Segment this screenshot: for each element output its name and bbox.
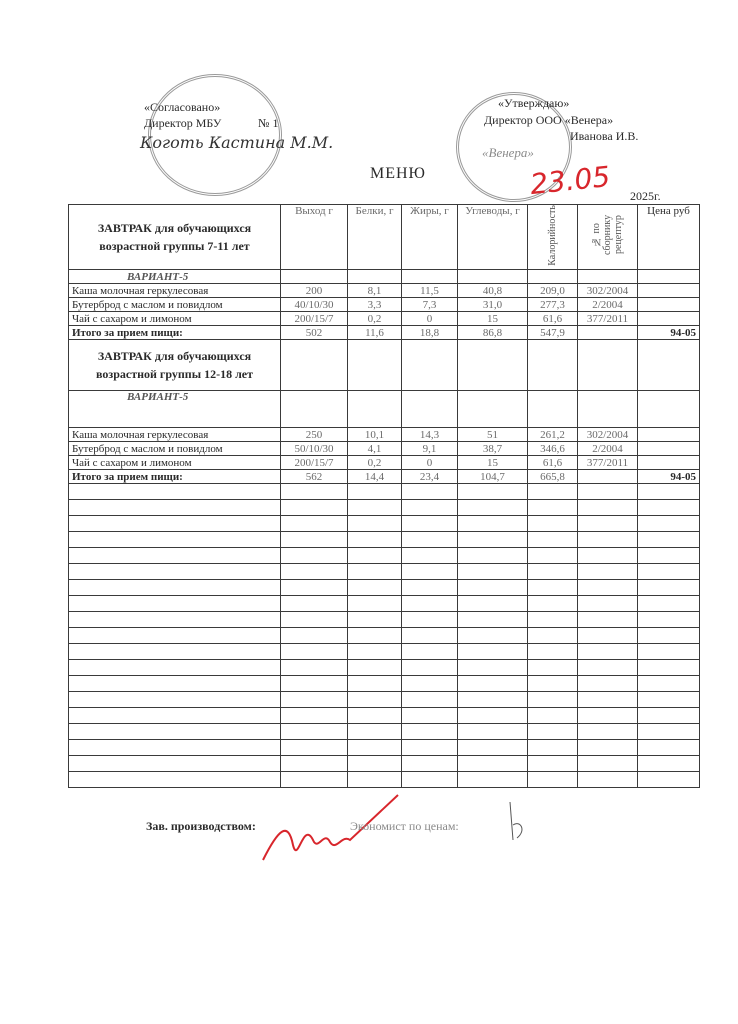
s2-row2-cal: 346,6 bbox=[528, 442, 578, 456]
s2-row2-carbs: 38,7 bbox=[458, 442, 528, 456]
empty-row bbox=[69, 740, 700, 756]
s1-row3-name: Чай с сахаром и лимоном bbox=[69, 312, 281, 326]
s1-row3-fat: 0 bbox=[402, 312, 458, 326]
section2-heading: ЗАВТРАК для обучающихся возрастной группы 12-18 лет bbox=[69, 340, 281, 391]
s1-row1-protein: 8,1 bbox=[348, 284, 402, 298]
empty-row bbox=[69, 548, 700, 564]
s2-row2-name: Бутерброд с маслом и повидлом bbox=[69, 442, 281, 456]
s2-row1-output: 250 bbox=[281, 428, 348, 442]
s2-row1-recipe: 302/2004 bbox=[578, 428, 638, 442]
empty-row bbox=[69, 596, 700, 612]
col-price: Цена руб bbox=[638, 205, 700, 270]
s1-total-cal: 547,9 bbox=[528, 326, 578, 340]
empty-row bbox=[69, 644, 700, 660]
s1-row2-protein: 3,3 bbox=[348, 298, 402, 312]
s1-row3-price bbox=[638, 312, 700, 326]
s2-row1-fat: 14,3 bbox=[402, 428, 458, 442]
s1-row2-price bbox=[638, 298, 700, 312]
empty-row bbox=[69, 772, 700, 788]
empty-row bbox=[69, 484, 700, 500]
s2-total-output: 562 bbox=[281, 470, 348, 484]
empty-row bbox=[69, 580, 700, 596]
s2-row1-protein: 10,1 bbox=[348, 428, 402, 442]
s1-row3-protein: 0,2 bbox=[348, 312, 402, 326]
table-row bbox=[69, 270, 700, 284]
s1-row1-cal: 209,0 bbox=[528, 284, 578, 298]
s2-row1-name: Каша молочная геркулесовая bbox=[69, 428, 281, 442]
s2-row1-carbs: 51 bbox=[458, 428, 528, 442]
table-row bbox=[69, 298, 700, 312]
table-row bbox=[69, 428, 700, 442]
s1-total-price: 94-05 bbox=[638, 326, 700, 340]
col-calories-cell bbox=[528, 205, 578, 270]
s2-total-fat: 23,4 bbox=[402, 470, 458, 484]
s2-row1-price bbox=[638, 428, 700, 442]
col-calories: Калорийность bbox=[547, 205, 558, 266]
s1-total-carbs: 86,8 bbox=[458, 326, 528, 340]
s1-row2-carbs: 31,0 bbox=[458, 298, 528, 312]
s1-row3-recipe: 377/2011 bbox=[578, 312, 638, 326]
empty-row bbox=[69, 628, 700, 644]
s2-row2-output: 50/10/30 bbox=[281, 442, 348, 456]
table-row bbox=[69, 284, 700, 298]
approval-right-line2: Директор ООО «Венера» bbox=[484, 113, 614, 127]
approval-left-number: № 1 bbox=[258, 116, 279, 130]
s2-total-carbs: 104,7 bbox=[458, 470, 528, 484]
empty-row bbox=[69, 708, 700, 724]
s1-row2-output: 40/10/30 bbox=[281, 298, 348, 312]
empty-row bbox=[69, 756, 700, 772]
s2-total-cal: 665,8 bbox=[528, 470, 578, 484]
s2-row3-name: Чай с сахаром и лимоном bbox=[69, 456, 281, 470]
s1-row2-recipe: 2/2004 bbox=[578, 298, 638, 312]
s1-total-fat: 18,8 bbox=[402, 326, 458, 340]
s1-row1-price bbox=[638, 284, 700, 298]
col-fat: Жиры, г bbox=[402, 205, 458, 270]
s2-row3-protein: 0,2 bbox=[348, 456, 402, 470]
s2-row2-protein: 4,1 bbox=[348, 442, 402, 456]
approval-left-line2: Директор МБУ bbox=[144, 116, 222, 130]
table-row bbox=[69, 312, 700, 326]
section2-variant: ВАРИАНТ-5 bbox=[69, 391, 281, 428]
footer-economist-label: Экономист по ценам: bbox=[350, 819, 459, 833]
s2-row3-carbs: 15 bbox=[458, 456, 528, 470]
col-protein: Белки, г bbox=[348, 205, 402, 270]
s1-row1-name: Каша молочная геркулесовая bbox=[69, 284, 281, 298]
s2-row2-price bbox=[638, 442, 700, 456]
handwritten-date: 23.05 bbox=[528, 159, 612, 202]
table-row bbox=[69, 456, 700, 470]
s1-row2-name: Бутерброд с маслом и повидлом bbox=[69, 298, 281, 312]
footer-production-label: Зав. производством: bbox=[146, 819, 256, 833]
s2-total-name: Итого за прием пищи: bbox=[69, 470, 281, 484]
s1-row1-output: 200 bbox=[281, 284, 348, 298]
s1-row3-carbs: 15 bbox=[458, 312, 528, 326]
approval-right-line3: Иванова И.В. bbox=[570, 129, 639, 143]
table-header bbox=[69, 205, 700, 270]
s2-total-protein: 14,4 bbox=[348, 470, 402, 484]
s2-row2-recipe: 2/2004 bbox=[578, 442, 638, 456]
year-label: 2025г. bbox=[630, 189, 661, 203]
s2-row3-fat: 0 bbox=[402, 456, 458, 470]
s2-row1-cal: 261,2 bbox=[528, 428, 578, 442]
approval-left-line1: «Согласовано» bbox=[144, 100, 221, 114]
s1-row1-fat: 11,5 bbox=[402, 284, 458, 298]
col-recipe-cell bbox=[578, 205, 638, 270]
table-row bbox=[69, 442, 700, 456]
s2-row2-fat: 9,1 bbox=[402, 442, 458, 456]
empty-row bbox=[69, 516, 700, 532]
economist-signature bbox=[505, 800, 535, 850]
menu-title: МЕНЮ bbox=[370, 165, 426, 182]
s1-total-output: 502 bbox=[281, 326, 348, 340]
s2-total-price: 94-05 bbox=[638, 470, 700, 484]
s1-row2-fat: 7,3 bbox=[402, 298, 458, 312]
menu-table bbox=[68, 204, 700, 788]
empty-row bbox=[69, 612, 700, 628]
table-row-total bbox=[69, 326, 700, 340]
col-output: Выход г bbox=[281, 205, 348, 270]
approval-right-line1: «Утверждаю» bbox=[498, 96, 570, 110]
s2-row3-price bbox=[638, 456, 700, 470]
section1-variant: ВАРИАНТ-5 bbox=[69, 270, 281, 284]
s2-row3-cal: 61,6 bbox=[528, 456, 578, 470]
empty-row bbox=[69, 660, 700, 676]
section1-heading: ЗАВТРАК для обучающихся возрастной группы 7-11 лет bbox=[69, 205, 281, 270]
approval-left-signature: Коготь Кастина М.М. bbox=[140, 133, 334, 152]
col-carbs: Углеводы, г bbox=[458, 205, 528, 270]
s2-row3-output: 200/15/7 bbox=[281, 456, 348, 470]
s2-total-recipe bbox=[578, 470, 638, 484]
empty-row bbox=[69, 500, 700, 516]
empty-row bbox=[69, 676, 700, 692]
col-recipe: № по сборнику рецептур bbox=[591, 214, 624, 256]
s1-row2-cal: 277,3 bbox=[528, 298, 578, 312]
s1-row1-carbs: 40,8 bbox=[458, 284, 528, 298]
s2-row3-recipe: 377/2011 bbox=[578, 456, 638, 470]
stamp-right-text: «Венера» bbox=[482, 145, 534, 160]
empty-row bbox=[69, 692, 700, 708]
table-row-total bbox=[69, 470, 700, 484]
s1-total-name: Итого за прием пищи: bbox=[69, 326, 281, 340]
s1-row1-recipe: 302/2004 bbox=[578, 284, 638, 298]
empty-row bbox=[69, 532, 700, 548]
s1-total-protein: 11,6 bbox=[348, 326, 402, 340]
s1-total-recipe bbox=[578, 326, 638, 340]
s1-row3-output: 200/15/7 bbox=[281, 312, 348, 326]
empty-row bbox=[69, 564, 700, 580]
empty-row bbox=[69, 724, 700, 740]
table-row bbox=[69, 340, 700, 391]
s1-row3-cal: 61,6 bbox=[528, 312, 578, 326]
table-row bbox=[69, 391, 700, 428]
